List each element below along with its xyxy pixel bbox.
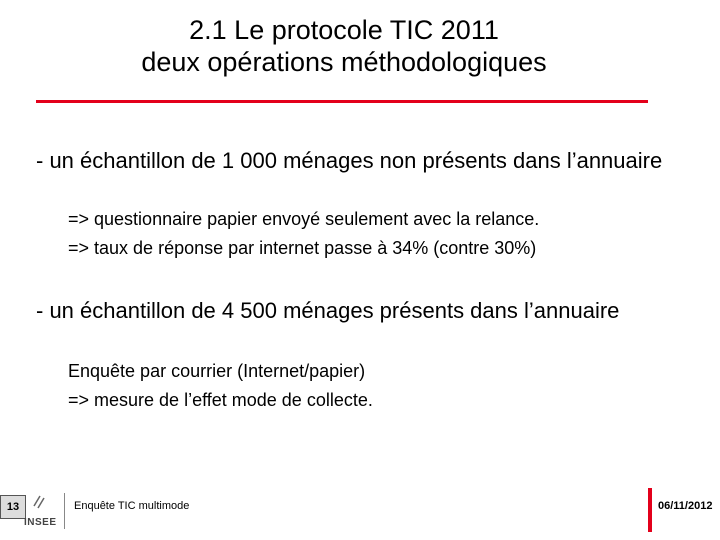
insee-logo-text: INSEE xyxy=(24,517,57,528)
slide-title-line-2: deux opérations méthodologiques xyxy=(141,47,547,77)
sub-point-response-rate: => taux de réponse par internet passe à 34% (contre 30%) xyxy=(68,238,537,258)
bullet-sample-1000: - un échantillon de 1 000 ménages non présents dans l’annuaire xyxy=(36,148,663,173)
footer-divider-right xyxy=(648,488,652,532)
bullet-sample-4500: - un échantillon de 4 500 ménages présents dans l’annuaire xyxy=(36,298,620,323)
footer-survey-name: Enquête TIC multimode xyxy=(74,500,190,512)
page-number: 13 xyxy=(0,495,26,519)
footer-date: 06/11/2012 xyxy=(658,500,713,512)
title-underline xyxy=(36,100,648,103)
slide-title-line-1: 2.1 Le protocole TIC 2011 xyxy=(189,15,499,45)
sub-point-mail-survey: Enquête par courrier (Internet/papier) xyxy=(68,361,366,381)
footer-divider-left xyxy=(64,493,65,529)
sub-point-paper-questionnaire: => questionnaire papier envoyé seulement avec la relance. xyxy=(68,209,540,229)
slide-title xyxy=(0,14,688,78)
sub-point-mode-effect: => mesure de l’effet mode de collecte. xyxy=(68,390,373,410)
